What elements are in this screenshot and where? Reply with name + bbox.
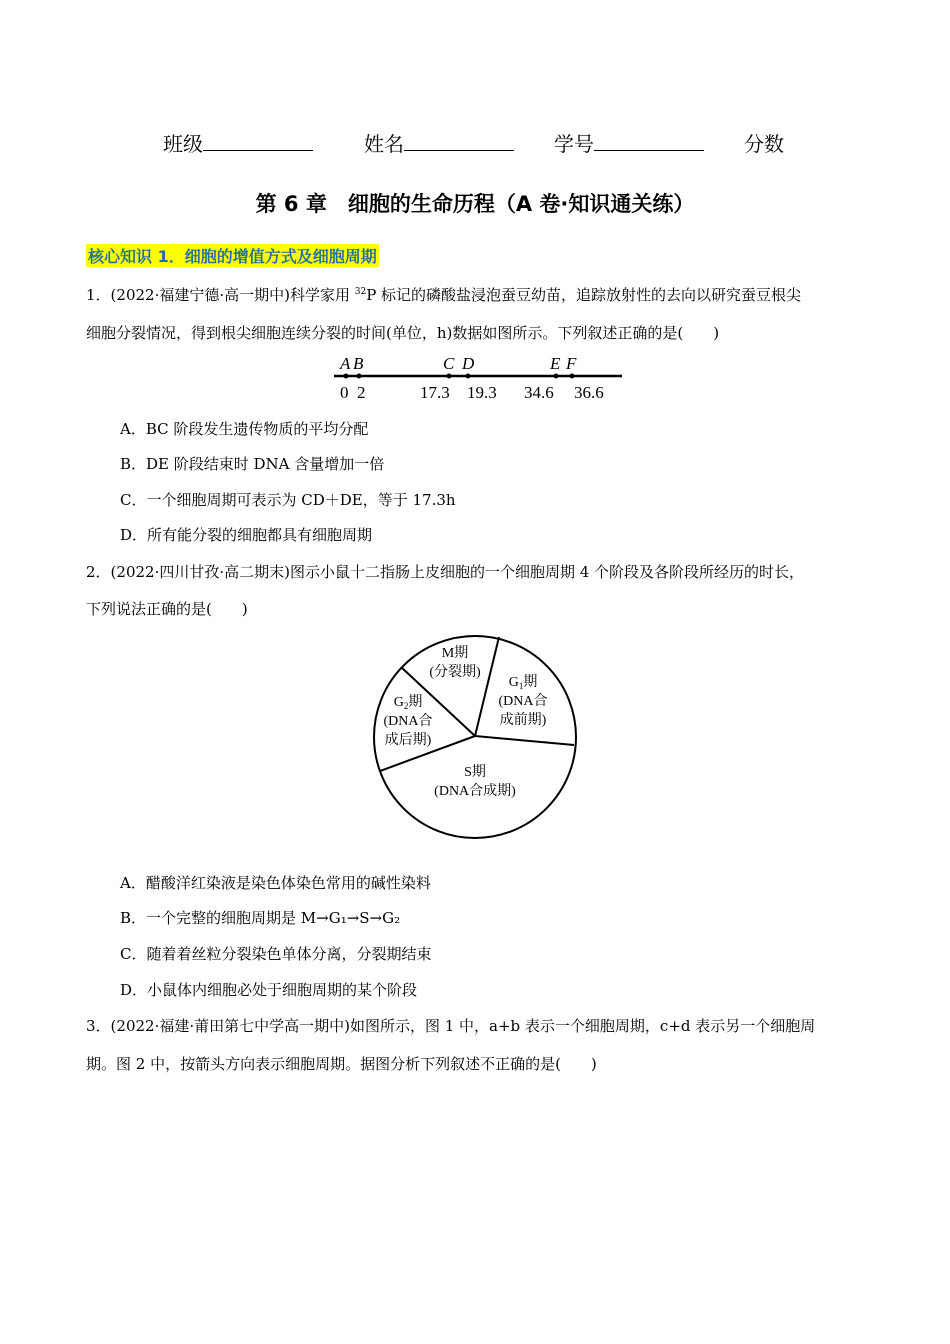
name-field[interactable]	[364, 128, 514, 157]
pie-label-g1-sub1: (DNA合	[498, 694, 548, 709]
timeline-letter: C	[443, 354, 455, 373]
timeline-letter: B	[353, 354, 364, 373]
q2-pie-figure	[360, 620, 590, 850]
q2-option-b[interactable]: B．一个完整的细胞周期是 M→G₁→S→G₂	[120, 909, 401, 927]
timeline-value: 2	[357, 383, 366, 402]
timeline-point-a	[344, 374, 349, 379]
score-label: 分数	[744, 132, 784, 156]
q1-option-c[interactable]: C．一个细胞周期可表示为 CD＋DE，等于 17.3h	[120, 491, 456, 509]
section-heading: 核心知识 1．细胞的增值方式及细胞周期	[86, 244, 379, 267]
timeline-value: 36.6	[574, 383, 604, 402]
name-label: 姓名	[364, 132, 404, 156]
pie-label-g1-sub2: 成前期)	[499, 713, 547, 728]
page-title: 第 6 章 细胞的生命历程（A 卷·知识通关练）	[255, 192, 695, 216]
q2-line2: 下列说法正确的是( )	[86, 600, 248, 618]
q2-option-d[interactable]: D．小鼠体内细胞必处于细胞周期的某个阶段	[120, 981, 418, 999]
class-field[interactable]	[163, 128, 313, 157]
q1-timeline-figure	[330, 352, 630, 404]
pie-label-g2: $G_2$期	[393, 695, 423, 711]
q2-line1: 2．(2022·四川甘孜·高二期末)图示小鼠十二指肠上皮细胞的一个细胞周期 4 个阶段及各阶段所经历的时长，	[86, 563, 805, 581]
q1-line1: 1．(2022·福建宁德·高一期中)科学家用 $^{32}$P 标记的磷酸盐浸泡蚕豆幼苗，追踪放射性的去向以研究蚕豆根尖	[86, 286, 802, 304]
pie-label-m-sub: (分裂期)	[429, 665, 481, 680]
timeline-value: 19.3	[467, 383, 497, 402]
pie-label-s: S期	[464, 765, 486, 780]
q3-line1: 3．(2022·福建·莆田第七中学高一期中)如图所示，图 1 中，a+b 表示一个细胞周期，c+d 表示另一个细胞周	[86, 1017, 816, 1035]
q1-option-d[interactable]: D．所有能分裂的细胞都具有细胞周期	[120, 526, 373, 544]
q1-option-a[interactable]: A．BC 阶段发生遗传物质的平均分配	[120, 420, 369, 438]
timeline-point-c	[447, 374, 452, 379]
class-label: 班级	[163, 132, 203, 156]
timeline-letter: A	[340, 354, 351, 373]
timeline-point-d	[466, 374, 471, 379]
q2-option-c[interactable]: C．随着着丝粒分裂染色单体分离，分裂期结束	[120, 945, 432, 963]
timeline-point-b	[357, 374, 362, 379]
q1-line2: 细胞分裂情况，得到根尖细胞连续分裂的时间(单位，h)数据如图所示。下列叙述正确的是( )	[86, 324, 720, 342]
q1-option-b[interactable]: B．DE 阶段结束时 DNA 含量增加一倍	[120, 455, 385, 473]
timeline-value: 0	[340, 383, 349, 402]
timeline-letter: E	[550, 354, 561, 373]
timeline-letter: F	[566, 354, 577, 373]
pie-label-s-sub: (DNA合成期)	[434, 784, 516, 799]
id-label: 学号	[554, 132, 594, 156]
q3-line2: 期。图 2 中，按箭头方向表示细胞周期。据图分析下列叙述不正确的是( )	[86, 1055, 597, 1073]
pie-label-m: M期	[441, 646, 469, 661]
student-id-field[interactable]	[554, 128, 704, 157]
q2-option-a[interactable]: A．醋酸洋红染液是染色体染色常用的碱性染料	[120, 874, 431, 892]
timeline-value: 17.3	[420, 383, 450, 402]
pie-label-g2-sub2: 成后期)	[384, 733, 432, 748]
timeline-value: 34.6	[524, 383, 554, 402]
pie-label-g2-sub1: (DNA合	[383, 714, 433, 729]
timeline-letter: D	[462, 354, 475, 373]
timeline-point-e	[554, 374, 559, 379]
timeline-point-f	[570, 374, 575, 379]
pie-label-g1: $G_1$期	[508, 675, 538, 691]
